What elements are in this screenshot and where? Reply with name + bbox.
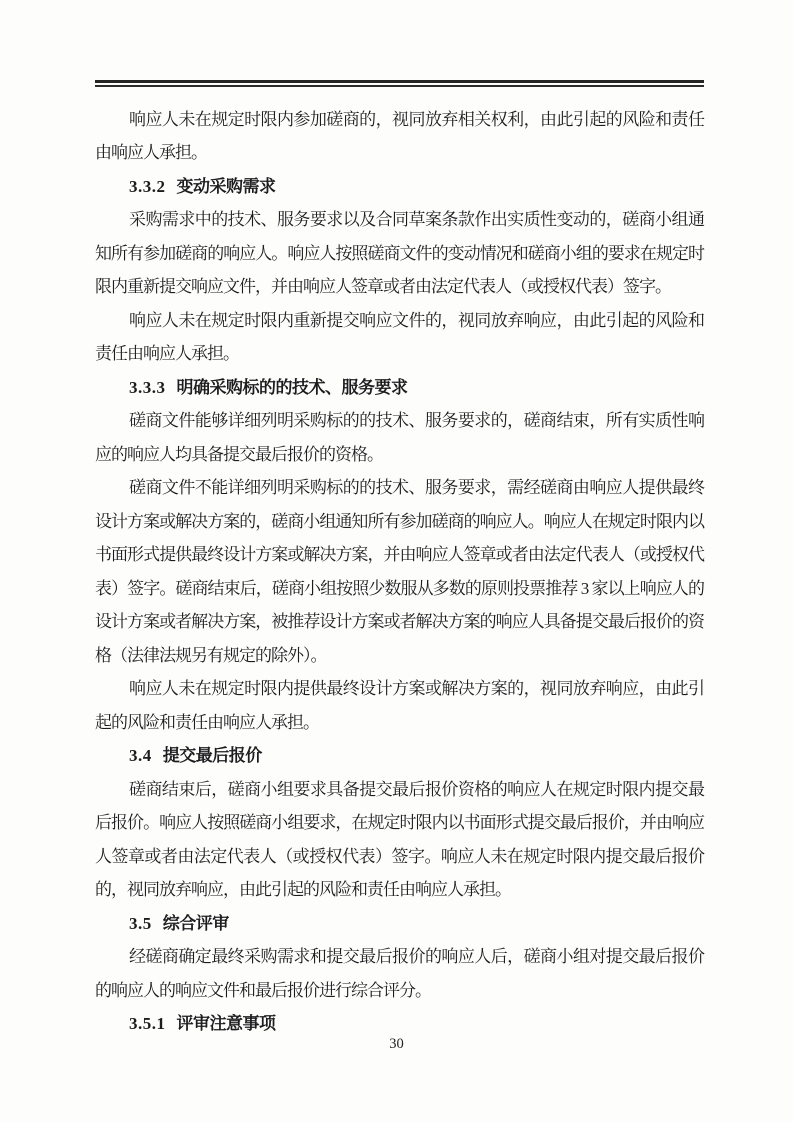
- paragraph: 磋商结束后，磋商小组要求具备提交最后报价资格的响应人在规定时限内提交最后报价。响应人按照磋商小组要求，在规定时限内以书面形式提交最后报价，并由响应人签章或者由法定代表人（或授权代表）签字。响应人未在规定时限内提交最后报价的，视同放弃响应，由此引起的风险和责任由响应人承担。: [95, 779, 704, 899]
- page-content: [95, 80, 704, 1041]
- section-heading-3-3-3: [95, 371, 704, 405]
- section-title: 提交最后报价: [162, 746, 262, 765]
- header-rule-thin-line: [95, 85, 704, 87]
- section-number: 3.5.1: [129, 1014, 166, 1033]
- section-title: 评审注意事项: [176, 1014, 276, 1033]
- paragraph: 响应人未在规定时限内参加磋商的，视同放弃相关权利，由此引起的风险和责任由响应人承担。: [95, 109, 704, 162]
- header-rule: [95, 80, 704, 87]
- paragraph: 磋商文件不能详细列明采购标的的技术、服务要求，需经磋商由响应人提供最终设计方案或解决方案的，磋商小组通知所有参加磋商的响应人。响应人在规定时限内以书面形式提供最终设计方案或解决方案，并由响应人签章或者由法定代表人（或授权代表）签字。磋商结束后，磋商小组按照少数服从多数的原则投票推荐 3 家以上响应人的设计方案或者解决方案，被推荐设计方案或者解决方案的响应人具备提交最后报价的资格（法律法规另有规定的除外）。: [95, 478, 704, 665]
- header-rule-thick-line: [95, 80, 704, 83]
- section-heading-3-5: [95, 907, 704, 941]
- section-number: 3.5: [129, 913, 152, 933]
- paragraph: 磋商文件能够详细列明采购标的的技术、服务要求的，磋商结束，所有实质性响应的响应人均具备提交最后报价的资格。: [95, 411, 704, 464]
- section-number: 3.3.3: [129, 377, 166, 397]
- page-number: 30: [389, 1036, 404, 1052]
- section-number: 3.4: [129, 746, 152, 765]
- section-title: 综合评审: [162, 913, 229, 933]
- section-heading-3-4: [95, 739, 704, 773]
- paragraph: 响应人未在规定时限内重新提交响应文件的，视同放弃响应，由此引起的风险和责任由响应人承担。: [95, 310, 704, 363]
- section-title: 变动采购需求: [176, 176, 276, 196]
- section-heading-3-3-2: [95, 170, 704, 204]
- section-title: 明确采购标的的技术、服务要求: [176, 377, 408, 397]
- section-number: 3.3.2: [129, 176, 166, 196]
- paragraph: 响应人未在规定时限内提供最终设计方案或解决方案的，视同放弃响应，由此引起的风险和责任由响应人承担。: [95, 679, 704, 732]
- paragraph: 经磋商确定最终采购需求和提交最后报价的响应人后，磋商小组对提交最后报价的响应人的响应文件和最后报价进行综合评分。: [95, 947, 704, 1000]
- paragraph: 采购需求中的技术、服务要求以及合同草案条款作出实质性变动的，磋商小组通知所有参加磋商的响应人。响应人按照磋商文件的变动情况和磋商小组的要求在规定时限内重新提交响应文件，并由响应人签章或者由法定代表人（或授权代表）签字。: [95, 210, 704, 296]
